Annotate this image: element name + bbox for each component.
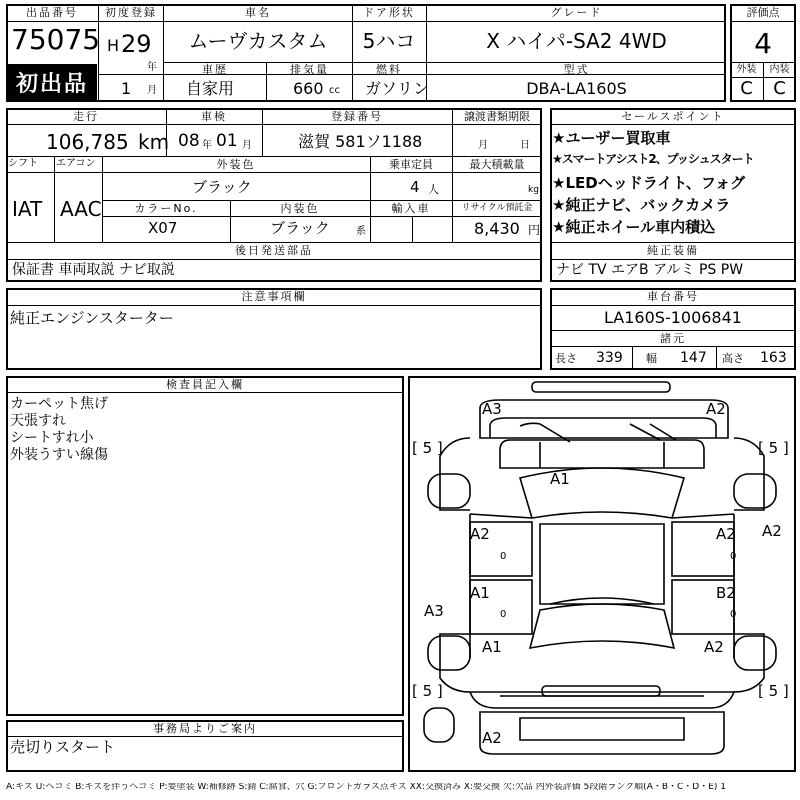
recycle-fee: 8,430 <box>474 219 520 238</box>
fuel: ガソリン <box>365 79 430 98</box>
later-parts: 保証書 車両取説 ナビ取説 <box>12 262 175 278</box>
mark-a3-top: A3 <box>482 400 502 418</box>
inspector-note-1: カーペット焦げ <box>10 396 108 412</box>
front-right-wheel <box>734 474 776 508</box>
height: 163 <box>760 350 787 366</box>
reg-no-label: 登録番号 <box>331 110 383 123</box>
import-label: 輸入車 <box>391 202 431 215</box>
sales-point-5: ★純正ホイール車内積込 <box>552 218 716 236</box>
mark-a2-bottom: A2 <box>482 729 502 747</box>
length: 339 <box>596 350 623 366</box>
notes-label: 注意事項欄 <box>241 290 307 303</box>
width-label: 幅 <box>646 352 657 365</box>
bracket-top-left: [ 5 ] <box>412 439 443 457</box>
office-note: 売切りスタート <box>10 738 116 756</box>
bracket-bottom-right: [ 5 ] <box>758 682 789 700</box>
roof-outline <box>540 524 664 604</box>
mileage: 106,785 <box>46 130 129 154</box>
int-color: ブラック <box>270 219 330 237</box>
front-left-wheel <box>428 474 470 508</box>
model-label: 型式 <box>563 63 590 76</box>
capacity-unit: 人 <box>428 183 439 196</box>
inspection-month-unit: 月 <box>242 140 252 151</box>
inspector-note-4: 外装うすい線傷 <box>10 447 108 463</box>
rear-right-wheel <box>734 636 776 670</box>
bracket-bottom-left: [ 5 ] <box>412 682 443 700</box>
model: DBA-LA160S <box>526 79 627 98</box>
front-bumper-bar <box>532 382 670 392</box>
capacity-label: 乗車定員 <box>389 158 433 171</box>
reg-year: 29 <box>121 30 152 58</box>
mark-a1-left-rear: A1 <box>470 584 490 602</box>
color-no: X07 <box>148 219 178 237</box>
mark-zero-3: 0 <box>500 609 507 620</box>
ac: AAC <box>60 197 102 221</box>
shift: IAT <box>12 197 43 221</box>
inspection-year-unit: 年 <box>202 140 212 151</box>
mileage-unit: km <box>138 130 170 154</box>
sales-point-2: ★スマートアシスト2、プッシュスタート <box>552 152 754 166</box>
score: 4 <box>754 27 772 60</box>
door-label: ドア形状 <box>363 6 415 19</box>
displacement-label: 排気量 <box>290 63 329 76</box>
damage-legend: A:キズ U:ヘコミ B:キズを伴うヘコミ P:要塗装 W:補修跡 S:錆 C:腐食、穴 G:フロントガラス点キズ XX:交換済み X:要交換 欠:欠品 内外装評価 5段階ランク順(A・B・C・D・E) 1 <box>6 783 727 792</box>
first-listing-badge <box>7 64 97 100</box>
inspection-label: 車検 <box>201 110 227 123</box>
shift-label: シフト <box>8 158 38 169</box>
rear-window <box>530 604 674 648</box>
rear-outline <box>470 692 734 708</box>
max-load-label: 最大積載量 <box>469 158 525 171</box>
inspector-note-3: シートすれ小 <box>10 430 94 446</box>
mark-zero-2: 0 <box>730 551 737 562</box>
car-name: ムーヴカスタム <box>188 29 328 53</box>
era: H <box>107 36 120 55</box>
grade: X ハイパ-SA2 4WD <box>486 29 667 53</box>
mark-zero-1: 0 <box>500 551 507 562</box>
small-wheel-bl <box>424 708 454 742</box>
color-no-label: カラーNo. <box>134 202 198 215</box>
grade-label: グレード <box>550 6 603 19</box>
mark-zero-4: 0 <box>730 609 737 620</box>
transfer-month-unit: 月 <box>478 140 488 151</box>
equipment: ナビ TV エアB アルミ PS PW <box>556 262 744 278</box>
ext-color-label: 外装色 <box>216 158 256 171</box>
score-label: 評価点 <box>746 6 780 19</box>
displacement: 660 <box>293 79 324 98</box>
windshield <box>520 468 684 518</box>
fuel-label: 燃料 <box>376 63 402 76</box>
hood-outline <box>500 440 704 468</box>
transfer-day-unit: 日 <box>520 140 530 151</box>
interior-label: 内装 <box>769 64 790 75</box>
inspector-label: 検査員記入欄 <box>166 378 244 391</box>
recycle-label: リサイクル預託金 <box>461 203 533 213</box>
car-name-label: 車名 <box>245 6 271 19</box>
max-load-unit: kg <box>528 185 539 195</box>
mark-b2-right-rear: B2 <box>716 584 736 602</box>
length-label: 長さ <box>555 352 577 365</box>
interior-grade: C <box>773 78 786 99</box>
first-reg-label: 初度登録 <box>105 6 157 19</box>
int-color-unit: 系 <box>356 226 366 237</box>
lot-number: 75075 <box>11 23 101 56</box>
sales-points-label: セールスポイント <box>621 110 725 123</box>
exterior-label: 外装 <box>736 64 757 75</box>
month-unit: 月 <box>147 85 157 96</box>
int-color-label: 内装色 <box>280 202 320 215</box>
equipment-label: 純正装備 <box>647 244 699 257</box>
first-listing-text: 初出品 <box>15 71 88 97</box>
transfer-label: 譲渡書類期限 <box>464 110 530 123</box>
mark-a2-top: A2 <box>706 400 726 418</box>
mark-a3-left: A3 <box>424 602 444 620</box>
reg-month: 1 <box>121 79 132 98</box>
mark-a1-hood: A1 <box>550 470 570 488</box>
sales-point-4: ★純正ナビ、バックカメラ <box>552 196 731 214</box>
mark-a1-left-quarter: A1 <box>482 638 502 656</box>
year-unit: 年 <box>147 62 157 73</box>
mark-a2-right-fender: A2 <box>762 522 782 540</box>
mark-a2-right-quarter: A2 <box>704 638 724 656</box>
displacement-unit: cc <box>329 85 340 96</box>
sales-point-3: ★LEDヘッドライト、フォグ <box>552 174 746 192</box>
mark-a2-right-front: A2 <box>716 525 736 543</box>
mileage-label: 走行 <box>73 110 99 123</box>
chassis-label: 車台番号 <box>647 290 699 303</box>
door-type: 5ハコ <box>362 29 416 53</box>
rear-left-wheel <box>428 636 470 670</box>
width: 147 <box>680 350 707 366</box>
notes: 純正エンジンスターター <box>10 309 174 327</box>
inspector-note-2: 天張すれ <box>10 413 66 429</box>
reg-number: 滋賀 581ソ1188 <box>298 132 423 151</box>
inspection-year: 08 <box>178 131 200 151</box>
inspection-month: 01 <box>216 131 238 151</box>
office-label: 事務局よりご案内 <box>153 722 257 735</box>
ac-label: エアコン <box>56 158 96 169</box>
history-label: 車歴 <box>202 63 228 76</box>
chassis-number: LA160S-1006841 <box>604 308 742 327</box>
capacity: 4 <box>410 178 420 196</box>
dims-label: 諸元 <box>660 332 686 345</box>
mark-a2-left-front: A2 <box>470 525 490 543</box>
front-outline <box>480 400 728 438</box>
bracket-top-right: [ 5 ] <box>758 439 789 457</box>
later-parts-label: 後日発送部品 <box>235 244 313 257</box>
car-diagram <box>410 378 794 770</box>
rear-bumper-bar <box>542 686 660 696</box>
lot-no-label: 出品番号 <box>26 6 78 19</box>
sales-point-1: ★ユーザー買取車 <box>552 129 671 147</box>
recycle-unit: 円 <box>528 223 541 237</box>
height-label: 高さ <box>722 352 744 365</box>
ext-color: ブラック <box>192 178 252 196</box>
exterior-grade: C <box>740 78 753 99</box>
history: 自家用 <box>186 79 235 98</box>
